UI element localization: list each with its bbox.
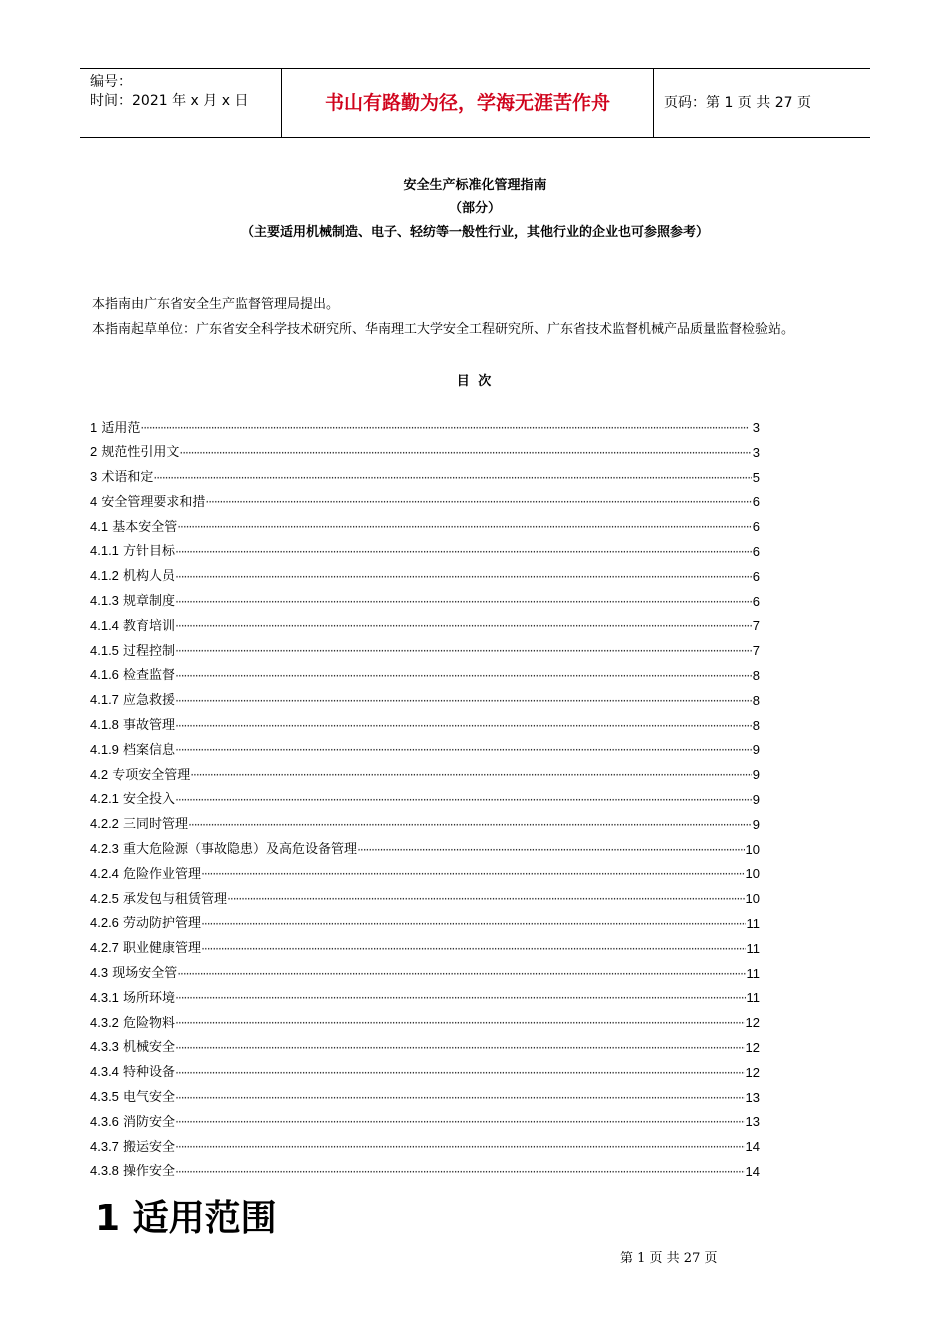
toc-entry-number: 4.2.3 xyxy=(90,841,119,857)
toc-entry[interactable] xyxy=(90,441,760,466)
toc-entry-number: 1 xyxy=(90,419,98,435)
toc-entry[interactable] xyxy=(90,862,760,887)
toc-entry-text: 承发包与租赁管理 xyxy=(118,891,228,907)
toc-entry-label xyxy=(90,1110,175,1135)
toc-leader-dots xyxy=(175,1110,744,1135)
toc-leader-dots xyxy=(175,1086,744,1111)
toc-entry-label xyxy=(90,862,201,887)
toc-entry-text: 教育培训 xyxy=(118,618,176,634)
toc-entry[interactable] xyxy=(90,838,760,863)
toc-entry-label xyxy=(90,441,179,466)
toc-entry-page: 7 xyxy=(752,618,760,634)
toc-entry-text: 特种设备 xyxy=(118,1065,176,1081)
toc-heading: 目 次 xyxy=(456,374,494,389)
toc-entry-label xyxy=(90,986,175,1011)
toc-entry-text: 危险物料 xyxy=(118,1015,176,1031)
toc-entry-label xyxy=(90,664,175,689)
toc-leader-dots xyxy=(175,565,752,590)
toc-entry-label xyxy=(90,590,175,615)
toc-entry[interactable] xyxy=(90,515,760,540)
toc-entry-text: 档案信息 xyxy=(118,742,176,758)
toc-entry-number: 4 xyxy=(90,493,98,509)
toc-entry-text: 方针目标 xyxy=(118,544,176,560)
toc-entry-number: 4.1.8 xyxy=(90,717,119,733)
toc-entry-page: 9 xyxy=(752,767,760,783)
toc-entry-page: 3 xyxy=(752,444,760,460)
toc-entry-label xyxy=(90,1160,175,1185)
toc-entry-page: 11 xyxy=(746,940,760,956)
toc-entry[interactable] xyxy=(90,664,760,689)
table-of-contents xyxy=(90,416,760,1185)
toc-entry-page: 6 xyxy=(752,519,760,535)
toc-entry-text: 消防安全 xyxy=(118,1114,176,1130)
toc-entry[interactable] xyxy=(90,813,760,838)
toc-entry-label xyxy=(90,689,175,714)
toc-entry[interactable] xyxy=(90,887,760,912)
toc-entry[interactable] xyxy=(90,788,760,813)
toc-entry-page: 11 xyxy=(746,965,760,981)
toc-leader-dots xyxy=(175,639,752,664)
toc-entry-page: 10 xyxy=(745,866,760,882)
toc-entry-text: 三同时管理 xyxy=(118,817,189,833)
toc-entry-text: 术语和定 xyxy=(97,470,154,486)
toc-entry-label xyxy=(90,515,177,540)
toc-entry-text: 重大危险源（事故隐患）及高危设备管理 xyxy=(118,842,358,858)
toc-entry-number: 4.1.5 xyxy=(90,642,119,658)
toc-entry-number: 4.2.1 xyxy=(90,791,119,807)
toc-entry-text: 规范性引用文 xyxy=(97,445,180,461)
toc-entry-page: 10 xyxy=(745,891,760,907)
toc-entry-label xyxy=(90,714,175,739)
toc-entry-label xyxy=(90,887,227,912)
toc-entry-text: 操作安全 xyxy=(118,1164,176,1180)
toc-entry-text: 安全管理要求和措 xyxy=(97,494,206,510)
toc-entry-text: 应急救援 xyxy=(118,693,176,709)
header-page-info: 页码：第 1 页 共 27 页 xyxy=(664,95,811,111)
toc-entry-text: 职业健康管理 xyxy=(118,941,202,957)
page-header xyxy=(80,68,870,138)
toc-entry[interactable] xyxy=(90,466,760,491)
toc-entry[interactable] xyxy=(90,1011,760,1036)
toc-entry-page: 14 xyxy=(745,1163,760,1179)
toc-entry-text: 安全投入 xyxy=(118,792,176,808)
toc-entry-label xyxy=(90,1011,175,1036)
toc-entry[interactable] xyxy=(90,1086,760,1111)
toc-entry-page: 9 xyxy=(752,791,760,807)
toc-leader-dots xyxy=(177,962,745,987)
toc-entry[interactable] xyxy=(90,540,760,565)
toc-leader-dots xyxy=(357,838,744,863)
toc-entry-label xyxy=(90,912,201,937)
toc-entry[interactable] xyxy=(90,1061,760,1086)
toc-entry-label xyxy=(90,490,205,515)
toc-leader-dots xyxy=(201,912,745,937)
toc-leader-dots xyxy=(201,862,744,887)
document-title: 安全生产标准化管理指南 xyxy=(403,178,547,193)
toc-entry-page: 12 xyxy=(745,1039,760,1055)
toc-leader-dots xyxy=(175,986,745,1011)
toc-entry-page: 12 xyxy=(745,1015,760,1031)
toc-entry-number: 4.1.7 xyxy=(90,692,119,708)
toc-entry-page: 14 xyxy=(745,1139,760,1155)
toc-entry-number: 4.3.3 xyxy=(90,1039,119,1055)
toc-entry-page: 6 xyxy=(752,543,760,559)
toc-entry[interactable] xyxy=(90,614,760,639)
toc-leader-dots xyxy=(201,937,745,962)
toc-entry[interactable] xyxy=(90,986,760,1011)
toc-entry-text: 基本安全管 xyxy=(108,519,178,535)
toc-entry-number: 4.3 xyxy=(90,965,109,981)
toc-entry-page: 13 xyxy=(745,1114,760,1130)
toc-entry[interactable] xyxy=(90,714,760,739)
toc-entry-page: 3 xyxy=(752,420,760,435)
header-meta xyxy=(80,69,281,137)
intro-paragraph-1: 本指南由广东省安全生产监督管理局提出。 xyxy=(92,297,340,312)
toc-entry[interactable] xyxy=(90,1036,760,1061)
toc-entry-page: 12 xyxy=(745,1064,760,1080)
toc-leader-dots xyxy=(175,1011,744,1036)
toc-entry-number: 4.1.4 xyxy=(90,617,119,633)
toc-entry[interactable] xyxy=(90,912,760,937)
toc-entry-text: 危险作业管理 xyxy=(118,866,202,882)
toc-entry-page: 7 xyxy=(752,643,760,659)
toc-entry-label xyxy=(90,838,357,863)
toc-entry[interactable] xyxy=(90,937,760,962)
toc-entry[interactable] xyxy=(90,565,760,590)
toc-leader-dots xyxy=(175,1135,744,1160)
toc-entry-page: 11 xyxy=(746,915,760,931)
document-subtitle: （部分） xyxy=(448,201,501,216)
toc-leader-dots xyxy=(190,763,752,788)
toc-entry-number: 4.2 xyxy=(90,766,109,782)
toc-entry-number: 4.3.8 xyxy=(90,1163,119,1179)
toc-leader-dots xyxy=(175,1036,744,1061)
header-motto: 书山有路勤为径，学海无涯苦作舟 xyxy=(281,69,654,137)
toc-entry-number: 4.1.2 xyxy=(90,568,119,584)
toc-entry-number: 4.2.5 xyxy=(90,890,119,906)
toc-entry[interactable] xyxy=(90,490,760,515)
toc-entry-text: 搬运安全 xyxy=(118,1139,176,1155)
toc-entry[interactable] xyxy=(90,738,760,763)
toc-entry-number: 4.2.4 xyxy=(90,865,119,881)
toc-entry-label xyxy=(90,763,190,788)
toc-entry[interactable] xyxy=(90,962,760,987)
toc-entry-number: 4.3.6 xyxy=(90,1113,119,1129)
toc-entry-text: 适用范 xyxy=(97,420,141,436)
intro-paragraph-2: 本指南起草单位：广东省安全科学技术研究所、华南理工大学安全工程研究所、广东省技术监督机械产品质量监督检验站。 xyxy=(92,322,795,337)
toc-leader-dots xyxy=(177,515,752,540)
toc-leader-dots xyxy=(227,887,744,912)
toc-entry[interactable] xyxy=(90,639,760,664)
toc-leader-dots xyxy=(175,664,752,689)
toc-entry-text: 专项安全管理 xyxy=(108,767,191,783)
section-heading: 1 适用范围 xyxy=(95,1198,277,1239)
toc-entry-number: 4.1.1 xyxy=(90,543,119,559)
toc-entry-text: 现场安全管 xyxy=(108,966,178,982)
toc-entry-number: 4.3.1 xyxy=(90,989,119,1005)
toc-leader-dots xyxy=(140,416,751,441)
toc-entry-number: 4.3.7 xyxy=(90,1138,119,1154)
toc-entry[interactable] xyxy=(90,1110,760,1135)
toc-leader-dots xyxy=(153,466,751,491)
toc-leader-dots xyxy=(188,813,752,838)
toc-entry-text: 事故管理 xyxy=(118,718,176,734)
toc-entry-label xyxy=(90,813,188,838)
toc-entry-page: 6 xyxy=(752,494,760,510)
toc-entry[interactable] xyxy=(90,1135,760,1160)
toc-entry-number: 4.3.2 xyxy=(90,1014,119,1030)
toc-entry[interactable] xyxy=(90,763,760,788)
toc-entry-page: 8 xyxy=(752,717,760,733)
toc-leader-dots xyxy=(175,614,752,639)
toc-entry-number: 2 xyxy=(90,444,98,460)
toc-entry-page: 9 xyxy=(752,816,760,832)
toc-entry-label xyxy=(90,565,175,590)
toc-leader-dots xyxy=(175,689,752,714)
toc-entry-page: 10 xyxy=(745,841,760,857)
toc-entry-label xyxy=(90,1036,175,1061)
toc-leader-dots xyxy=(175,1061,744,1086)
toc-leader-dots xyxy=(205,490,751,515)
toc-leader-dots xyxy=(175,788,752,813)
toc-entry-page: 6 xyxy=(752,593,760,609)
toc-entry-text: 场所环境 xyxy=(118,990,176,1006)
toc-entry-number: 4.1.6 xyxy=(90,667,119,683)
toc-leader-dots xyxy=(175,540,752,565)
toc-entry-label xyxy=(90,1086,175,1111)
toc-entry-text: 机械安全 xyxy=(118,1040,176,1056)
toc-entry-text: 规章制度 xyxy=(118,594,176,610)
toc-entry-page: 8 xyxy=(752,667,760,683)
toc-entry-number: 4.2.7 xyxy=(90,940,119,956)
toc-entry-page: 11 xyxy=(746,990,760,1006)
toc-entry-label xyxy=(90,466,153,491)
page-footer: 第 1 页 共 27 页 xyxy=(620,1251,718,1266)
toc-entry-page: 6 xyxy=(752,568,760,584)
toc-entry-text: 劳动防护管理 xyxy=(118,916,202,932)
toc-entry-page: 8 xyxy=(752,692,760,708)
toc-entry[interactable] xyxy=(90,689,760,714)
toc-entry-label xyxy=(90,1135,175,1160)
toc-entry-text: 检查监督 xyxy=(118,668,176,684)
toc-entry-label xyxy=(90,416,140,441)
toc-entry-label xyxy=(90,614,175,639)
toc-entry[interactable] xyxy=(90,1160,760,1185)
toc-leader-dots xyxy=(175,714,752,739)
toc-entry-label xyxy=(90,788,175,813)
toc-entry-text: 机构人员 xyxy=(118,569,176,585)
toc-entry-number: 3 xyxy=(90,469,98,485)
toc-leader-dots xyxy=(175,1160,744,1185)
toc-entry-number: 4.3.4 xyxy=(90,1064,119,1080)
toc-entry-label xyxy=(90,1061,175,1086)
toc-entry-text: 电气安全 xyxy=(118,1090,176,1106)
toc-entry-page: 5 xyxy=(752,469,760,485)
toc-entry-text: 过程控制 xyxy=(118,643,176,659)
toc-entry-label xyxy=(90,937,201,962)
number-label: 编号： xyxy=(90,74,132,90)
toc-entry-number: 4.2.6 xyxy=(90,915,119,931)
toc-entry-number: 4.1.3 xyxy=(90,593,119,609)
toc-entry-label xyxy=(90,962,177,987)
toc-entry-page: 13 xyxy=(745,1089,760,1105)
toc-entry-label xyxy=(90,540,175,565)
time-label: 时间：2021 年 x 月 x 日 xyxy=(90,93,249,109)
document-scope-note: （主要适用机械制造、电子、轻纺等一般性行业，其他行业的企业也可参照参考） xyxy=(240,225,709,240)
toc-entry-number: 4.1.9 xyxy=(90,741,119,757)
toc-entry[interactable] xyxy=(90,590,760,615)
toc-entry-label xyxy=(90,639,175,664)
toc-entry-number: 4.1 xyxy=(90,518,109,534)
toc-entry[interactable] xyxy=(90,416,760,441)
toc-entry-page: 9 xyxy=(752,742,760,758)
toc-leader-dots xyxy=(175,738,752,763)
toc-leader-dots xyxy=(179,441,751,466)
toc-entry-number: 4.3.5 xyxy=(90,1089,119,1105)
toc-leader-dots xyxy=(175,590,752,615)
toc-entry-number: 4.2.2 xyxy=(90,816,119,832)
toc-entry-label xyxy=(90,738,175,763)
